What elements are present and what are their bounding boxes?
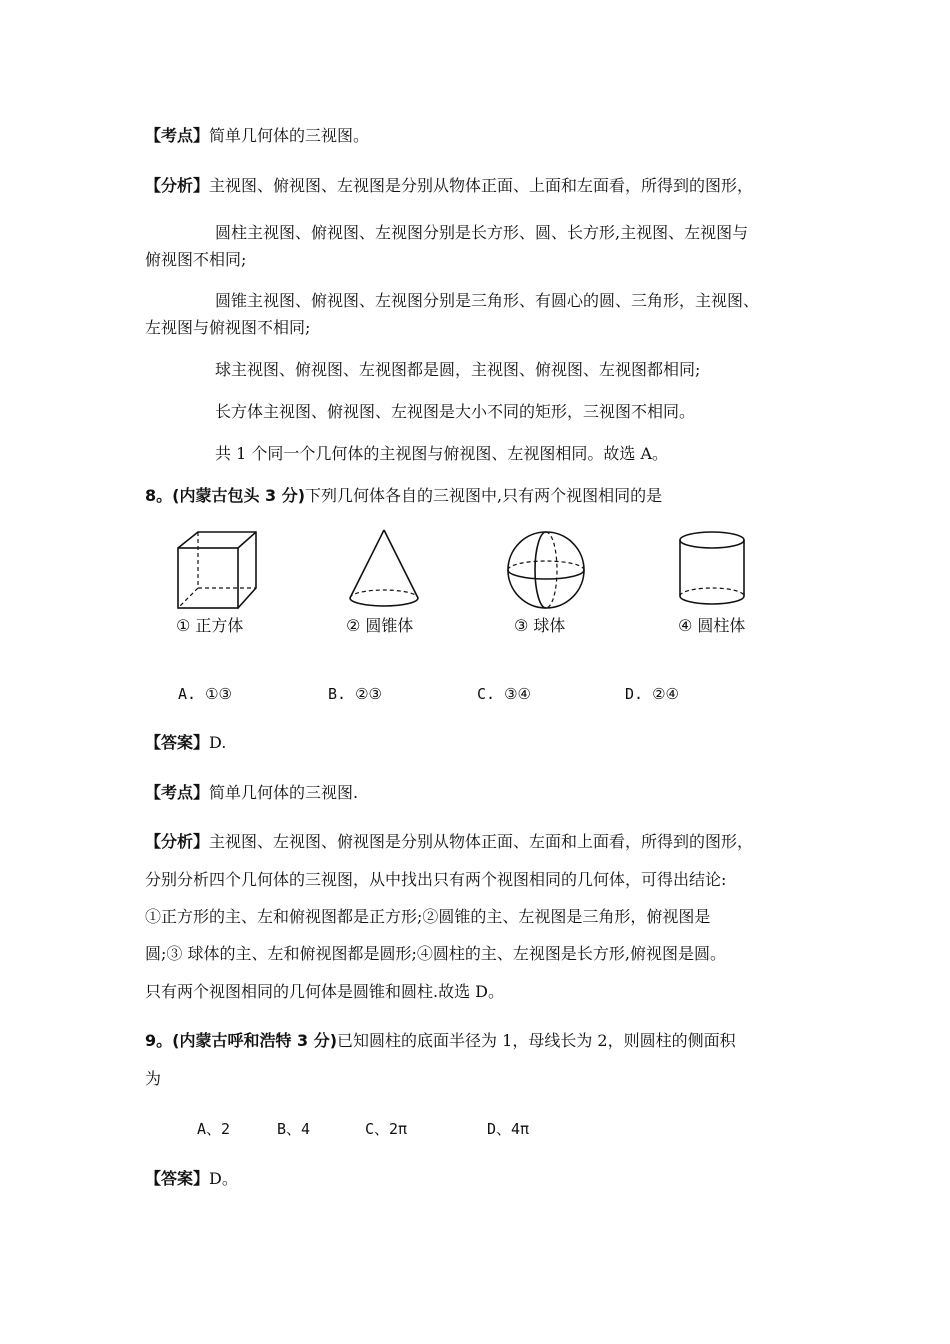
daan-text: D. [209,733,227,752]
cone-figure [346,526,422,612]
cone-caption: ② 圆锥体 [346,616,414,635]
cone-analysis-line-2: 左视图与俯视图不相同; [145,318,311,337]
daan-line-8 [145,733,226,753]
daan-text: D。 [209,1169,238,1188]
fenxi-text: 主视图、俯视图、左视图是分别从物体正面、上面和左面看，所得到的图形， [209,176,754,195]
q9-option-d[interactable]: D、4π [487,1120,530,1138]
cylinder-figure [675,528,749,610]
kaodian-line-7 [145,126,369,146]
question-8 [145,486,662,506]
question-9-stem-line-2: 为 [145,1069,162,1088]
fenxi-8-line-4: 圆;③ 球体的主、左和俯视图都是圆形;④圆柱的主、左视图是长方形,俯视图是圆。 [145,944,726,963]
kaodian-tag: 【考点】 [145,783,210,802]
cube-figure [170,526,266,616]
fenxi-tag: 【分析】 [145,176,210,195]
kaodian-line-8 [145,783,358,803]
fenxi-tag: 【分析】 [145,832,210,851]
sphere-figure [504,528,588,612]
daan-tag: 【答案】 [145,1169,210,1188]
sphere-analysis-line: 球主视图、俯视图、左视图都是圆，主视图、俯视图、左视图都相同; [215,360,701,379]
question-8-number: 8。(内蒙古包头 3 分) [145,486,306,505]
daan-line-9 [145,1169,238,1189]
fenxi-text: 主视图、左视图、俯视图是分别从物体正面、左面和上面看，所得到的图形， [209,832,754,851]
kaodian-text: 简单几何体的三视图. [209,783,359,802]
question-9 [145,1031,736,1051]
q8-option-d[interactable]: D. ②④ [625,685,679,703]
q8-option-b[interactable]: B. ②③ [328,685,382,703]
cylinder-analysis-line-1: 圆柱主视图、俯视图、左视图分别是长方形、圆、长方形,主视图、左视图与 [215,223,749,242]
q9-option-a[interactable]: A、2 [197,1120,231,1138]
q9-option-b[interactable]: B、4 [277,1120,311,1138]
fenxi-8-line-5: 只有两个视图相同的几何体是圆锥和圆柱.故选 D。 [145,982,505,1001]
cube-caption: ① 正方体 [176,616,244,635]
cone-analysis-line-1: 圆锥主视图、俯视图、左视图分别是三角形、有圆心的圆、三角形，主视图、 [215,291,760,310]
kaodian-tag: 【考点】 [145,126,210,145]
question-9-stem: 已知圆柱的底面半径为 1，母线长为 2，则圆柱的侧面积 [337,1031,736,1050]
daan-tag: 【答案】 [145,733,210,752]
q9-option-c[interactable]: C、2π [365,1120,408,1138]
question-8-stem: 下列几何体各自的三视图中,只有两个视图相同的是 [305,486,663,505]
kaodian-text: 简单几何体的三视图。 [209,126,370,145]
q8-option-c[interactable]: C. ③④ [477,685,531,703]
fenxi-8-line-2: 分别分析四个几何体的三视图，从中找出只有两个视图相同的几何体，可得出结论: [145,870,727,889]
cylinder-analysis-line-2: 俯视图不相同; [145,250,247,269]
q8-option-a[interactable]: A. ①③ [178,685,232,703]
sphere-caption: ③ 球体 [514,616,566,635]
fenxi-line-7 [145,176,753,196]
cuboid-analysis-line: 长方体主视图、俯视图、左视图是大小不同的矩形，三视图不相同。 [215,402,696,421]
fenxi-line-8 [145,832,753,852]
fenxi-8-line-3: ①正方形的主、左和俯视图都是正方形;②圆锥的主、左视图是三角形，俯视图是 [145,907,711,926]
cylinder-caption: ④ 圆柱体 [678,616,746,635]
question-9-number: 9。(内蒙古呼和浩特 3 分) [145,1031,338,1050]
conclusion-line: 共 1 个同一个几何体的主视图与俯视图、左视图相同。故选 A。 [215,444,668,463]
